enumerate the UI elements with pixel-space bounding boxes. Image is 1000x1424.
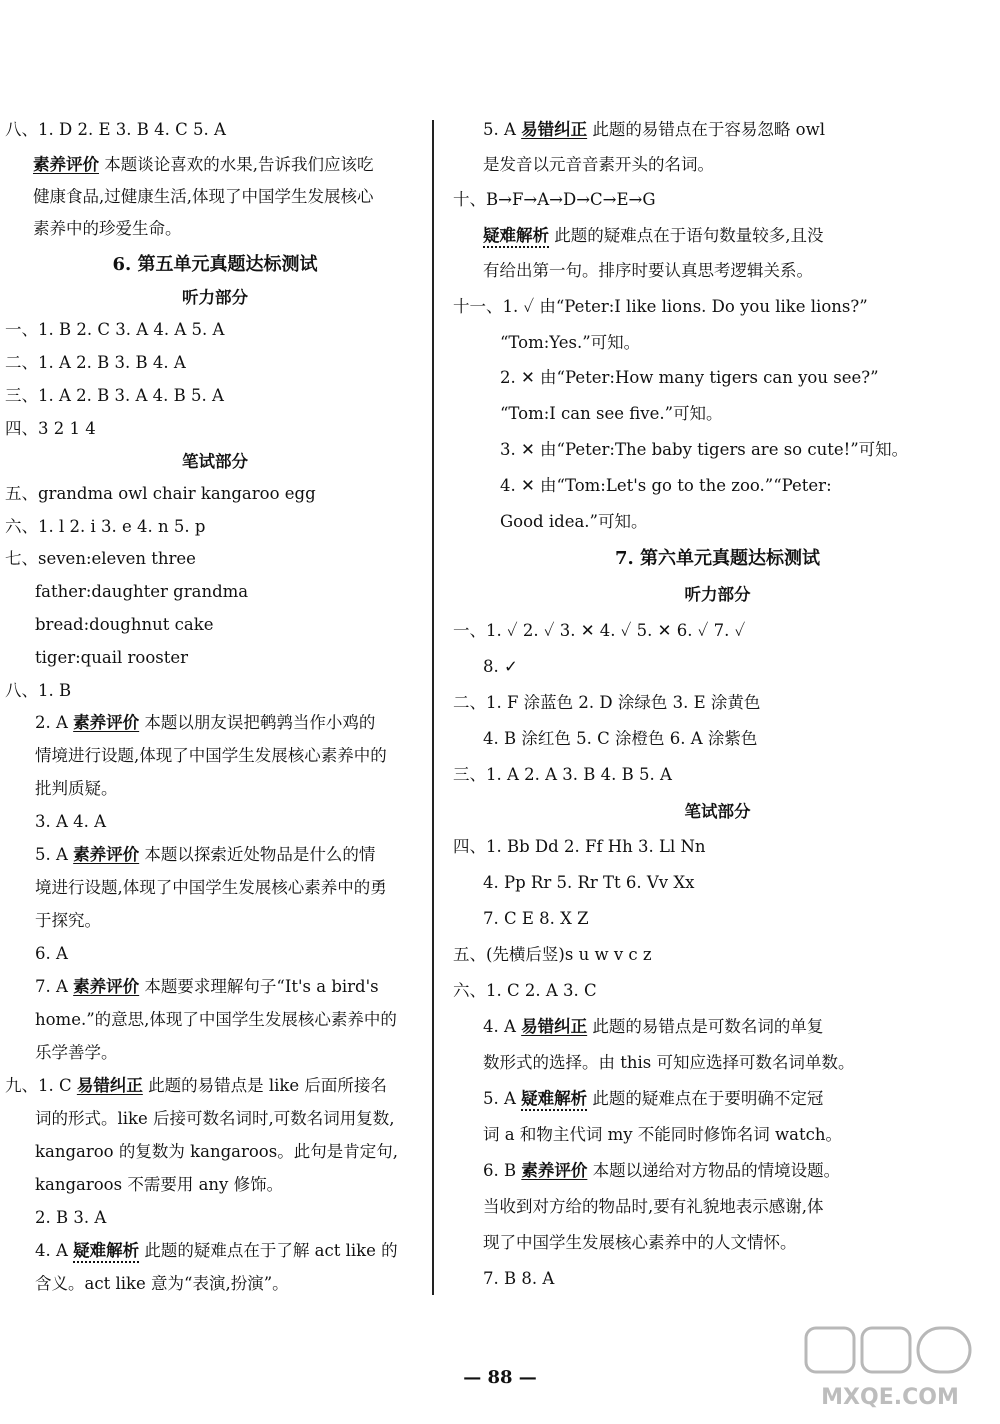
answer-line: father:daughter grandma [35, 582, 249, 601]
subsection-listening: 听力部分 [182, 288, 248, 307]
note-line: 情境进行设题,体现了中国学生发展核心素养中的 [35, 746, 387, 765]
answer-line: 四、3 2 1 4 [5, 419, 96, 438]
note-tag: 素养评价 [73, 845, 140, 864]
answer-line: 8. ✓ [483, 657, 518, 676]
answer-number: 5. A [35, 845, 74, 864]
answer-number: 九、1. C [5, 1076, 77, 1095]
answer-number: 2. A [35, 713, 74, 732]
note-line: 素养中的珍爱生命。 [33, 219, 182, 238]
answer-number: 4. A [35, 1241, 74, 1260]
note-tag: 素养评价 [521, 1161, 588, 1180]
note-text: 本题以探索近处物品是什么的情 [139, 845, 376, 864]
note-line: 词 a 和物主代词 my 不能同时修饰名词 watch。 [483, 1125, 842, 1144]
subsection-writing: 笔试部分 [684, 802, 751, 821]
note-text: 此题的疑难点在于了解 act like 的 [139, 1241, 398, 1260]
note-tag: 易错纠正 [76, 1076, 143, 1095]
answer-number: 7. A [35, 977, 74, 996]
note-line [5, 1078, 387, 1095]
watermark-box-1 [806, 1328, 854, 1372]
note-tag: 素养评价 [33, 155, 99, 174]
note-text: 此题的疑难点在于要明确不定冠 [587, 1089, 824, 1108]
note-text: 本题以朋友误把鹌鹑当作小鸡的 [139, 713, 376, 732]
subsection-listening: 听力部分 [684, 585, 751, 604]
note-line [483, 228, 824, 245]
note-text: 本题要求理解句子“It's a bird's [139, 977, 379, 996]
note-text: 此题的疑难点在于语句数量较多,且没 [549, 226, 824, 245]
note-line: kangaroos 不需要用 any 修饰。 [35, 1175, 284, 1194]
answer-line: 五、grandma owl chair kangaroo egg [5, 484, 316, 503]
watermark-box-3 [918, 1328, 970, 1372]
answer-line: 3. A 4. A [35, 812, 107, 831]
column-divider [432, 120, 434, 1295]
note-line: 境进行设题,体现了中国学生发展核心素养中的勇 [35, 878, 387, 897]
answer-line: 一、1. B 2. C 3. A 4. A 5. A [5, 320, 225, 339]
answer-line: 7. C E 8. X Z [483, 909, 589, 928]
note-tag: 疑难解析 [483, 226, 549, 245]
answer-line: Good idea.”可知。 [500, 512, 648, 531]
note-text: 此题的易错点在于容易忽略 owl [587, 120, 825, 139]
note-tag: 疑难解析 [73, 1241, 140, 1260]
answer-line: 7. B 8. A [483, 1269, 555, 1288]
note-tag: 易错纠正 [521, 120, 588, 139]
answer-line: “Tom:I can see five.”可知。 [500, 404, 723, 423]
answer-line: 五、(先横后竖)s u w v c z [453, 945, 652, 964]
note-line [35, 979, 379, 996]
answer-line: 二、1. A 2. B 3. B 4. A [5, 353, 186, 372]
note-line: 于探究。 [35, 911, 101, 930]
answer-line: 七、seven:eleven three [5, 549, 196, 568]
subsection-writing: 笔试部分 [182, 452, 248, 471]
note-line: 含义。act like 意为“表演,扮演”。 [35, 1274, 289, 1293]
answer-line: 二、1. F 涂蓝色 2. D 涂绿色 3. E 涂黄色 [453, 693, 761, 712]
answer-line: 4. ✕ 由“Tom:Let's go to the zoo.”“Peter: [500, 476, 832, 495]
note-line: 词的形式。like 后接可数名词时,可数名词用复数, [35, 1109, 395, 1128]
note-line [35, 847, 375, 864]
note-line: 有给出第一句。排序时要认真思考逻辑关系。 [483, 261, 813, 280]
answer-line: 3. ✕ 由“Peter:The baby tigers are so cute!”可知。 [500, 440, 909, 459]
note-line [33, 157, 374, 174]
answer-line: tiger:quail rooster [35, 648, 189, 667]
note-line: 批判质疑。 [35, 779, 118, 798]
answer-line: 六、1. l 2. i 3. e 4. n 5. p [5, 517, 206, 536]
note-line [483, 1019, 823, 1036]
answer-line: 六、1. C 2. A 3. C [453, 981, 597, 1000]
note-line [483, 122, 825, 139]
note-text: 本题谈论喜欢的水果,告诉我们应该吃 [99, 155, 374, 174]
answer-line: 6. A [35, 944, 68, 963]
note-line: 当收到对方给的物品时,要有礼貌地表示感谢,体 [483, 1197, 824, 1216]
note-line [483, 1163, 840, 1180]
note-line: kangaroo 的复数为 kangaroos。此句是肯定句, [35, 1142, 398, 1161]
note-text: 本题以递给对方物品的情境设题。 [587, 1161, 841, 1180]
note-text: 此题的易错点是 like 后面所接名 [142, 1076, 387, 1095]
answer-line: “Tom:Yes.”可知。 [500, 333, 641, 352]
note-line: home.”的意思,体现了中国学生发展核心素养中的 [35, 1010, 397, 1029]
answer-line: 四、1. Bb Dd 2. Ff Hh 3. Ll Nn [453, 837, 706, 856]
answer-line: 4. Pp Rr 5. Rr Tt 6. Vv Xx [483, 873, 695, 892]
watermark-logo [800, 1324, 980, 1414]
note-line: 健康食品,过健康生活,体现了中国学生发展核心 [33, 187, 374, 206]
answer-number: 4. A [483, 1017, 522, 1036]
note-tag: 易错纠正 [521, 1017, 588, 1036]
section-title-6: 6. 第五单元真题达标测试 [112, 254, 318, 275]
answer-number: 5. A [483, 120, 522, 139]
note-tag: 素养评价 [73, 713, 140, 732]
answer-line: 一、1. ✓ 2. ✓ 3. ✕ 4. ✓ 5. ✕ 6. ✓ 7. ✓ [453, 621, 746, 640]
answer-line: 十一、1. ✓ 由“Peter:I like lions. Do you like lions?” [453, 297, 868, 316]
note-tag: 素养评价 [73, 977, 140, 996]
note-line: 是发音以元音音素开头的名词。 [483, 155, 714, 174]
note-line [35, 715, 375, 732]
note-text: 此题的易错点是可数名词的单复 [587, 1017, 824, 1036]
page-number: — 88 — [463, 1367, 537, 1388]
watermark-text: MXQE.COM [821, 1385, 959, 1410]
note-line [483, 1091, 823, 1108]
watermark-box-2 [862, 1328, 910, 1372]
answer-line: 八、1. B [5, 681, 72, 700]
answer-number: 6. B [483, 1161, 522, 1180]
answer-number: 5. A [483, 1089, 522, 1108]
answer-line: 4. B 涂红色 5. C 涂橙色 6. A 涂紫色 [483, 729, 758, 748]
answer-line: 2. ✕ 由“Peter:How many tigers can you see?” [500, 368, 879, 387]
answer-line: bread:doughnut cake [35, 615, 214, 634]
answer-line: 三、1. A 2. B 3. A 4. B 5. A [5, 386, 224, 405]
answer-line: 2. B 3. A [35, 1208, 107, 1227]
answer-line: 八、1. D 2. E 3. B 4. C 5. A [5, 120, 226, 139]
note-line: 数形式的选择。由 this 可知应选择可数名词单数。 [483, 1053, 855, 1072]
section-title-7: 7. 第六单元真题达标测试 [614, 548, 821, 569]
note-tag: 疑难解析 [521, 1089, 588, 1108]
note-line: 乐学善学。 [35, 1043, 118, 1062]
answer-line: 三、1. A 2. A 3. B 4. B 5. A [453, 765, 672, 784]
note-line [35, 1243, 398, 1260]
answer-line: 十、B→F→A→D→C→E→G [453, 190, 656, 209]
note-line: 现了中国学生发展核心素养中的人文情怀。 [483, 1233, 797, 1252]
